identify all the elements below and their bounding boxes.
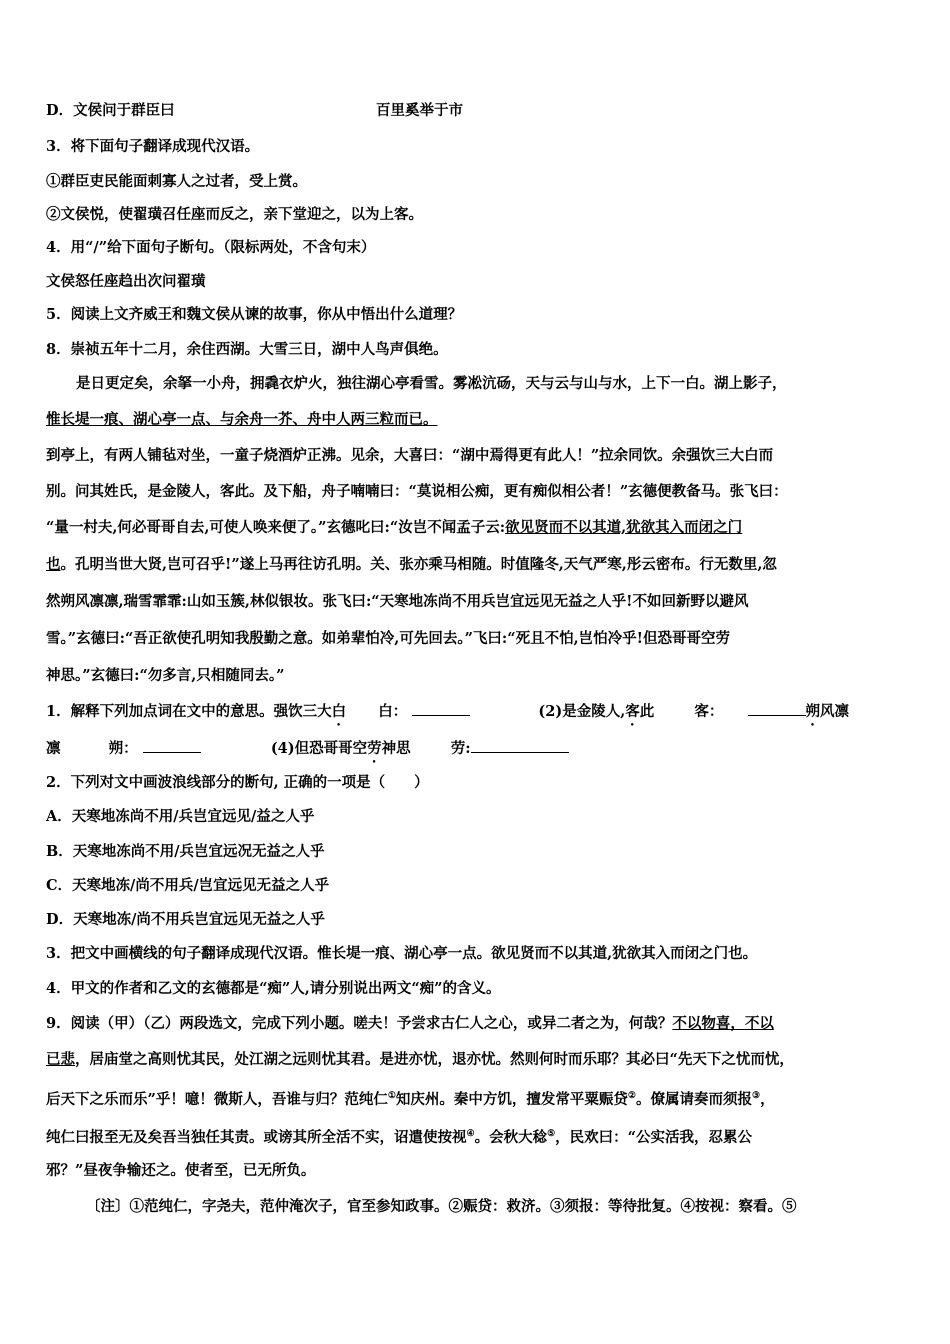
punctuation-sentence: 文侯怒任座趋出次问翟璜 <box>46 273 206 290</box>
option-d-right: 百里奚举于市 <box>376 102 463 119</box>
passage-line: “量一村夫,何必哥哥自去,可使人唤来便了。”玄德叱曰:“汝岂不闻孟子云:欲见贤而不以其道,犹欲其入而闭之门 <box>46 519 743 536</box>
question-3-translate: 3．把文中画横线的句子翻译成现代汉语。惟长堤一痕、湖心亭一点。欲见贤而不以其道,犹欲其入而闭之门也。 <box>46 945 758 962</box>
option-d-left: D．文侯问于群臣曰 <box>46 102 175 119</box>
question-3-heading: 3．将下面句子翻译成现代汉语。 <box>46 138 260 155</box>
annotation-notes: 〔注〕①范纯仁，字尧夫，范仲淹次子，官至参知政事。②赈贷：救济。③须报：等待批复。④按视：察看。⑤ <box>86 1198 797 1215</box>
passage-line: 后天下之乐而乐”乎！噫！微斯人，吾谁与归？范纯仁①知庆州。秦中方饥，擅发常平粟赈贷②。僚属请奏而须报③， <box>46 1090 775 1108</box>
answer-blank[interactable] <box>471 738 569 753</box>
translate-sentence-2: ②文侯悦，使翟璜召任座而反之，亲下堂迎之，以为上客。 <box>46 206 423 223</box>
passage-line: 是日更定矣，余拏一小舟，拥毳衣炉火，独往湖心亭看雪。雾凇沆砀，天与云与山与水，上下一白。湖上影子， <box>76 375 787 392</box>
passage-line: 到亭上，有两人铺毡对坐，一童子烧酒炉正沸。见余，大喜曰：“湖中焉得更有此人！”拉余同饮。余强饮三大白而 <box>46 447 774 464</box>
question-1-line-2: 凛 朔： (4)但恐哥哥空劳神思 劳: <box>46 738 569 766</box>
dotted-word: 客 <box>625 703 640 720</box>
option-c[interactable]: C．天寒地冻/尚不用兵/岂宜远见无益之人乎 <box>46 877 330 894</box>
passage-line: 也。孔明当世大贤,岂可召乎!”遂上马再往访孔明。关、张亦乘马相随。时值隆冬,天气严寒,彤云密布。行无数里,忽 <box>46 556 777 573</box>
underlined-sentence: 也 <box>46 556 61 573</box>
option-d[interactable]: D．天寒地冻/尚不用兵岂宜远见无益之人乎 <box>46 911 325 928</box>
question-8-intro: 8．崇祯五年十二月，余住西湖。大雪三日，湖中人鸟声俱绝。 <box>46 341 448 358</box>
passage-line: 别。问其姓氏，是金陵人，客此。及下船，舟子喃喃曰：“莫说相公痴，更有痴似相公者！”玄德便教备马。张飞曰： <box>46 483 788 500</box>
underlined-sentence: 欲见贤而不以其道,犹欲其入而闭之门 <box>505 519 743 536</box>
question-9-line: 9．阅读（甲）（乙）两段选文，完成下列小题。嗟夫！予尝求古仁人之心，或异二者之为，何哉？不以物喜，不以 <box>46 1015 774 1032</box>
answer-blank[interactable] <box>748 701 806 716</box>
passage-line: 邪？”昼夜争输还之。使者至，已无所负。 <box>46 1162 316 1179</box>
dotted-word: 白 <box>331 703 347 720</box>
answer-blank[interactable] <box>143 738 201 753</box>
answer-blank[interactable] <box>412 701 470 716</box>
passage-line: 然朔风凛凛,瑞雪霏霏:山如玉簇,林似银妆。张飞曰:“天寒地冻尚不用兵岂宜远见无益之人乎!不如回新野以避风 <box>46 593 749 610</box>
question-2-heading: 2．下列对文中画波浪线部分的断句, 正确的一项是（ ） <box>46 774 429 791</box>
passage-line: 纯仁曰报至无及矣吾当独任其责。或谤其所全活不实，诏遣使按视④。会秋大稔⑤，民欢曰：“公实活我，忍累公 <box>46 1128 752 1146</box>
option-d-line <box>46 101 175 121</box>
dotted-word: 朔 <box>805 703 821 720</box>
translate-sentence-1: ①群臣吏民能面刺寡人之过者，受上赏。 <box>46 173 307 190</box>
option-a[interactable]: A．天寒地冻尚不用/兵岂宜远见/益之人乎 <box>46 808 315 825</box>
underlined-sentence: 不以物喜，不以 <box>672 1015 774 1032</box>
passage-line: 已悲，居庙堂之高则忧其民，处江湖之远则忧其君。是进亦忧，退亦忧。然则何时而乐耶？其必曰“先天下之忧而忧， <box>46 1051 794 1068</box>
question-4-heading: 4．用“/”给下面句子断句。（限标两处，不含句末） <box>46 239 376 256</box>
option-b[interactable]: B．天寒地冻尚不用/兵岂宜远况无益之人乎 <box>46 843 325 860</box>
question-5-heading: 5．阅读上文齐威王和魏文侯从谏的故事，你从中悟出什么道理？ <box>46 306 463 323</box>
question-4-meaning: 4．甲文的作者和乙文的玄德都是“痴”人,请分别说出两文“痴”的含义。 <box>46 980 501 997</box>
underlined-sentence: 已悲 <box>46 1051 75 1068</box>
dotted-word: 劳 <box>367 740 382 757</box>
passage-line <box>46 410 438 430</box>
passage-line: 雪。”玄德曰:“吾正欲使孔明知我殷勤之意。如弟辈怕冷,可先回去。”飞曰:“死且不怕,岂怕冷乎!但恐哥哥空劳 <box>46 630 731 647</box>
passage-line: 神思。”玄德曰:“勿多言,只相随同去。” <box>46 667 285 684</box>
question-1-line: 1．解释下列加点词在文中的意思。强饮三大白 白： (2)是金陵人,客此 客： 朔风凛 <box>46 703 850 720</box>
underlined-sentence: 惟长堤一痕、湖心亭一点、与余舟一芥、舟中人两三粒而已。 <box>46 411 438 428</box>
